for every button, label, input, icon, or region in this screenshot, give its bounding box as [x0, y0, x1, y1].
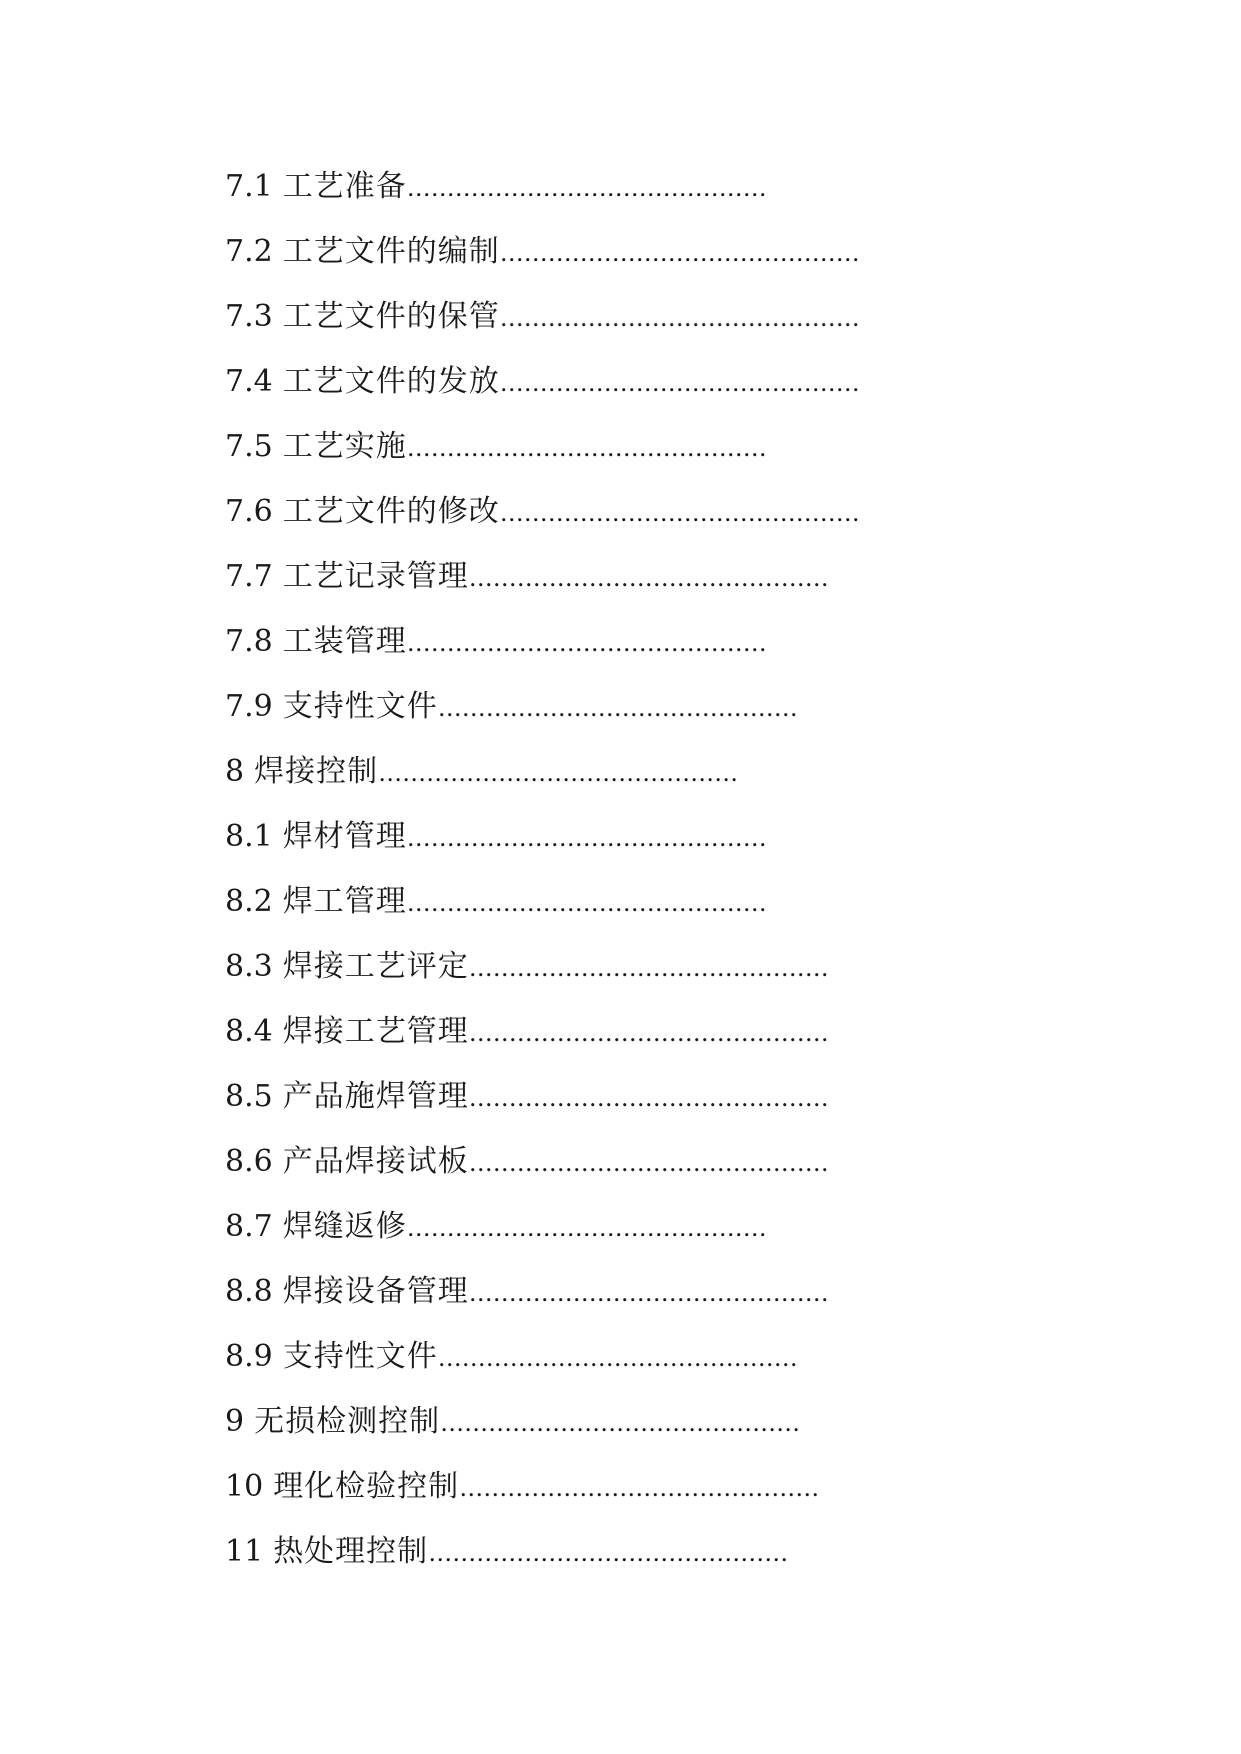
toc-entry-title: 焊接工艺评定 [282, 949, 469, 984]
toc-entry-title: 焊缝返修 [282, 1209, 407, 1244]
toc-entry [225, 934, 860, 999]
toc-entry-number: 7.5 [225, 429, 273, 464]
toc-entry-number: 8.5 [225, 1079, 273, 1114]
toc-entry-number: 8.4 [225, 1014, 273, 1049]
toc-entry-number: 7.2 [225, 234, 273, 269]
toc-entry-title: 工艺实施 [282, 429, 407, 464]
toc-entry-title: 工艺文件的编制 [282, 234, 500, 269]
toc-entry-title: 工艺文件的保管 [282, 299, 500, 334]
toc-entry-leader: ……………………………………… [468, 1084, 829, 1112]
toc-entry-leader: ……………………………………… [437, 1344, 798, 1372]
toc-entry-leader: ……………………………………… [499, 369, 860, 397]
toc-entry-title: 工艺文件的发放 [282, 364, 500, 399]
toc-entry [225, 999, 860, 1064]
toc-entry-title: 焊接设备管理 [282, 1274, 469, 1309]
toc-entry-number: 7.4 [225, 364, 273, 399]
toc-entry [225, 1259, 860, 1324]
toc-entry-number: 8.6 [225, 1144, 273, 1179]
toc-entry [225, 739, 860, 804]
toc-entry-number: 8.1 [225, 819, 273, 854]
toc-entry-number: 8.3 [225, 949, 273, 984]
toc-entry-title: 热处理控制 [273, 1534, 429, 1569]
table-of-contents [225, 154, 860, 1584]
toc-entry-title: 焊工管理 [282, 884, 407, 919]
toc-entry-number: 11 [225, 1534, 264, 1569]
toc-entry-leader: ……………………………………… [437, 694, 798, 722]
toc-entry-title: 焊接控制 [254, 754, 379, 789]
toc-entry-title: 焊材管理 [282, 819, 407, 854]
toc-entry-title: 理化检验控制 [273, 1469, 460, 1504]
toc-entry-title: 产品焊接试板 [282, 1144, 469, 1179]
toc-entry-leader: ……………………………………… [440, 1409, 801, 1437]
toc-entry-title: 工装管理 [282, 624, 407, 659]
toc-entry-number: 7.7 [225, 559, 273, 594]
toc-entry [225, 284, 860, 349]
toc-entry [225, 1324, 860, 1389]
toc-entry-leader: ……………………………………… [468, 954, 829, 982]
toc-entry-title: 焊接工艺管理 [282, 1014, 469, 1049]
toc-entry-title: 工艺文件的修改 [282, 494, 500, 529]
toc-entry [225, 154, 860, 219]
toc-entry [225, 1454, 860, 1519]
toc-entry-leader: ……………………………………… [459, 1474, 820, 1502]
toc-entry [225, 219, 860, 284]
toc-entry [225, 1389, 860, 1454]
toc-entry [225, 1194, 860, 1259]
toc-entry-leader: ……………………………………… [468, 1019, 829, 1047]
toc-entry-leader: ……………………………………… [499, 304, 860, 332]
toc-entry [225, 869, 860, 934]
toc-entry-number: 8.2 [225, 884, 273, 919]
toc-entry-leader: ……………………………………… [406, 889, 767, 917]
toc-entry-leader: ……………………………………… [406, 174, 767, 202]
toc-entry-title: 无损检测控制 [254, 1404, 441, 1439]
toc-entry [225, 544, 860, 609]
toc-entry-number: 8 [225, 754, 245, 789]
toc-entry-number: 7.3 [225, 299, 273, 334]
toc-entry-number: 7.8 [225, 624, 273, 659]
toc-entry [225, 804, 860, 869]
toc-entry-number: 8.9 [225, 1339, 273, 1374]
toc-entry-number: 7.9 [225, 689, 273, 724]
toc-entry [225, 674, 860, 739]
toc-entry-leader: ……………………………………… [406, 824, 767, 852]
toc-entry-title: 产品施焊管理 [282, 1079, 469, 1114]
toc-entry-leader: ……………………………………… [406, 1214, 767, 1242]
toc-entry-title: 工艺记录管理 [282, 559, 469, 594]
toc-entry-title: 支持性文件 [282, 689, 438, 724]
toc-entry-leader: ……………………………………… [499, 499, 860, 527]
toc-entry-leader: ……………………………………… [468, 1149, 829, 1177]
toc-entry-number: 7.1 [225, 169, 273, 204]
toc-entry-title: 工艺准备 [282, 169, 407, 204]
toc-entry-leader: ……………………………………… [406, 629, 767, 657]
toc-entry-number: 7.6 [225, 494, 273, 529]
toc-entry-leader: ……………………………………… [378, 759, 739, 787]
toc-entry [225, 349, 860, 414]
toc-entry [225, 609, 860, 674]
toc-entry [225, 414, 860, 479]
toc-entry [225, 1129, 860, 1194]
toc-entry-leader: ……………………………………… [468, 1279, 829, 1307]
toc-entry [225, 1519, 860, 1584]
toc-entry-number: 8.7 [225, 1209, 273, 1244]
toc-entry-number: 8.8 [225, 1274, 273, 1309]
toc-entry-leader: ……………………………………… [406, 434, 767, 462]
toc-entry [225, 1064, 860, 1129]
toc-entry [225, 479, 860, 544]
toc-entry-number: 9 [225, 1404, 245, 1439]
toc-entry-leader: ……………………………………… [468, 564, 829, 592]
toc-entry-leader: ……………………………………… [428, 1539, 789, 1567]
toc-entry-title: 支持性文件 [282, 1339, 438, 1374]
toc-entry-number: 10 [225, 1469, 264, 1504]
toc-entry-leader: ……………………………………… [499, 239, 860, 267]
